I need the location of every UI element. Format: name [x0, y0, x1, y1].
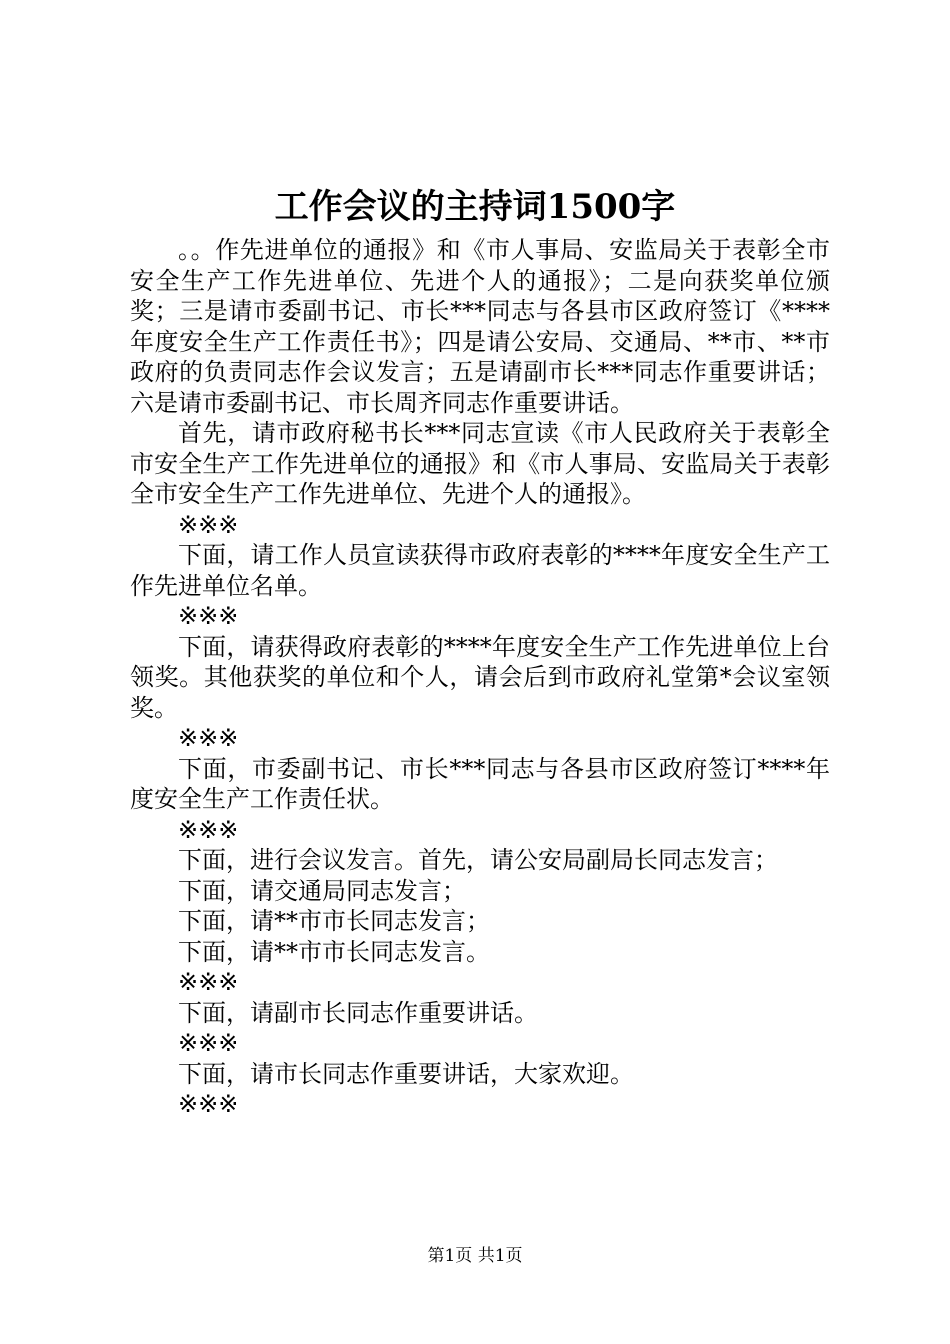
section-separator: ※※※ [178, 815, 239, 844]
paragraph-speech-transport: 下面，请交通局同志发言； [178, 876, 466, 905]
paragraph-speech-city-b: 下面，请**市市长同志发言。 [178, 937, 490, 966]
paragraph-vice-mayor-speech: 下面，请副市长同志作重要讲话。 [178, 998, 538, 1027]
section-separator: ※※※ [178, 968, 239, 996]
page-title: 工作会议的主持词1500字 [274, 187, 676, 227]
paragraph-sign-responsibility: 下面，市委副书记、市长***同志与各县市区政府签订****年度安全生产工作责任状。 [130, 754, 830, 813]
paragraph-speech-police: 下面，进行会议发言。首先，请公安局副局长同志发言； [178, 846, 778, 874]
paragraph-award-ceremony: 下面，请获得政府表彰的****年度安全生产工作先进单位上台领奖。其他获奖的单位和个人，请会后到市政府礼堂第*会议室领奖。 [130, 632, 830, 722]
paragraph-speech-city-a: 下面，请**市市长同志发言； [178, 907, 490, 935]
section-separator: ※※※ [178, 724, 239, 752]
paragraph-agenda: 。。作先进单位的通报》和《市人事局、安监局关于表彰全市安全生产工作先进单位、先进个人的通报》；二是向获奖单位颁奖；三是请市委副书记、市长***同志与各县市区政府签订《****年度安全生产工作责任书》；四是请公安局、交通局、**市、**市政府的负责同志作会议发言；五是请副市长***同志作重要讲话；六是请市委副书记、市长周齐同志作重要讲话。 [130, 236, 830, 417]
paragraph-reading-notice: 首先，请市政府秘书长***同志宣读《市人民政府关于表彰全市安全生产工作先进单位的通报》和《市人事局、安监局关于表彰全市安全生产工作先进单位、先进个人的通报》。 [130, 419, 830, 508]
section-separator: ※※※ [178, 602, 239, 630]
section-separator: ※※※ [178, 1090, 239, 1118]
section-separator: ※※※ [178, 510, 239, 539]
section-separator: ※※※ [178, 1029, 239, 1057]
paragraph-mayor-speech: 下面，请市长同志作重要讲话，大家欢迎。 [178, 1059, 634, 1088]
page-footer: 第1页 共1页 [427, 1246, 523, 1266]
paragraph-read-list: 下面，请工作人员宣读获得市政府表彰的****年度安全生产工作先进单位名单。 [130, 541, 830, 600]
document-body [130, 235, 830, 1120]
